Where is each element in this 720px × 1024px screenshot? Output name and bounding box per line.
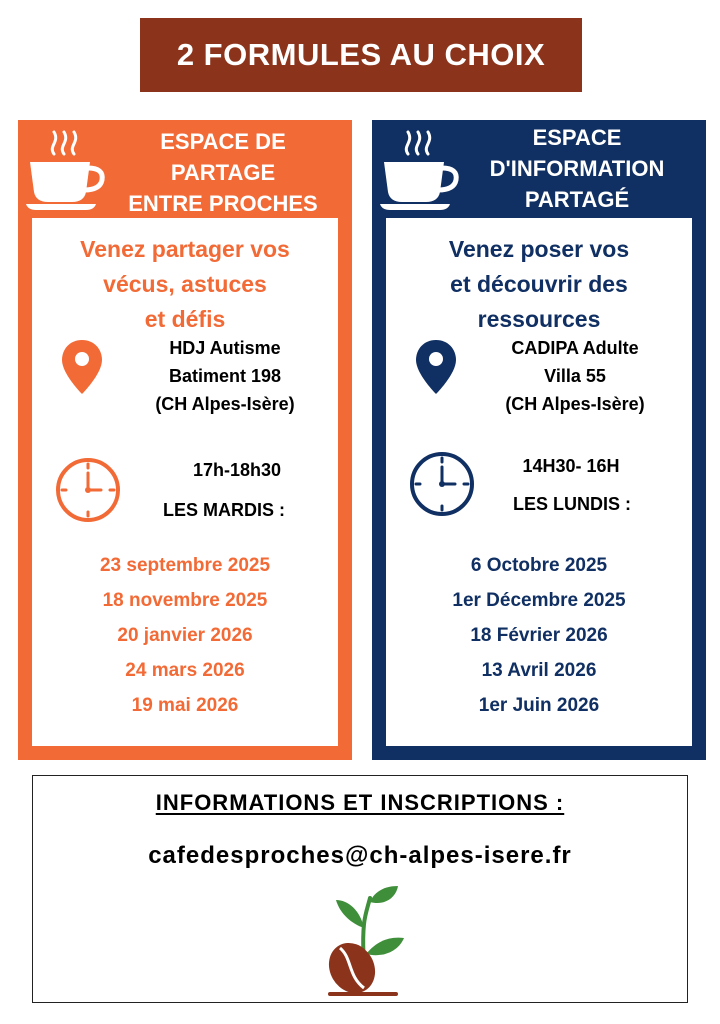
info-title — [33, 790, 687, 816]
card-title: ESPACE DE PARTAGE ENTRE PROCHES — [128, 129, 318, 216]
coffee-cup-icon — [378, 124, 462, 212]
card-day: LES MARDIS : — [162, 500, 285, 520]
location-pin-icon — [60, 338, 104, 396]
card-body — [386, 218, 692, 746]
date-item: 20 janvier 2026 — [117, 625, 253, 646]
clock-icon — [408, 450, 476, 518]
date-item: 23 septembre 2025 — [99, 555, 271, 576]
page-title-banner — [140, 18, 582, 92]
card-title: ESPACE D'INFORMATION PARTAGÉ — [489, 125, 665, 212]
card-hours: 17h-18h30 — [192, 460, 282, 480]
card-hours: 14H30- 16H — [522, 456, 620, 476]
page-title: 2 FORMULES AU CHOIX — [176, 37, 546, 72]
card-day: LES LUNDIS : — [512, 494, 631, 514]
date-item: 1er Décembre 2025 — [452, 590, 626, 611]
date-item: 6 Octobre 2025 — [470, 555, 608, 576]
card-address: CADIPA Adulte Villa 55 (CH Alpes-Isère) — [505, 338, 645, 414]
formula-card-proches — [18, 120, 352, 760]
date-item: 13 Avril 2026 — [481, 660, 597, 681]
coffee-cup-icon — [24, 124, 108, 212]
date-item: 1er Juin 2026 — [478, 695, 600, 716]
date-item: 19 mai 2026 — [131, 695, 239, 716]
location-pin-icon — [414, 338, 458, 396]
formula-card-information — [372, 120, 706, 760]
clock-icon — [54, 456, 122, 524]
info-box — [32, 775, 688, 1003]
card-header — [18, 120, 352, 218]
contact-email[interactable]: cafedesproches@ch-alpes-isere.fr — [148, 842, 572, 869]
date-list — [32, 548, 338, 723]
date-item: 24 mars 2026 — [125, 660, 245, 681]
date-item: 18 Février 2026 — [470, 625, 608, 646]
coffee-bean-sprout-icon — [318, 884, 408, 998]
card-header — [372, 120, 706, 218]
date-item: 18 novembre 2025 — [102, 590, 268, 611]
card-body — [32, 218, 338, 746]
card-tagline: Venez poser vos et découvrir des ressources — [448, 236, 630, 332]
date-list — [386, 548, 692, 723]
card-tagline: Venez partager vos vécus, astuces et défis — [80, 236, 290, 332]
card-address: HDJ Autisme Batiment 198 (CH Alpes-Isère) — [155, 338, 295, 414]
info-title-text: INFORMATIONS ET INSCRIPTIONS : — [155, 790, 565, 815]
